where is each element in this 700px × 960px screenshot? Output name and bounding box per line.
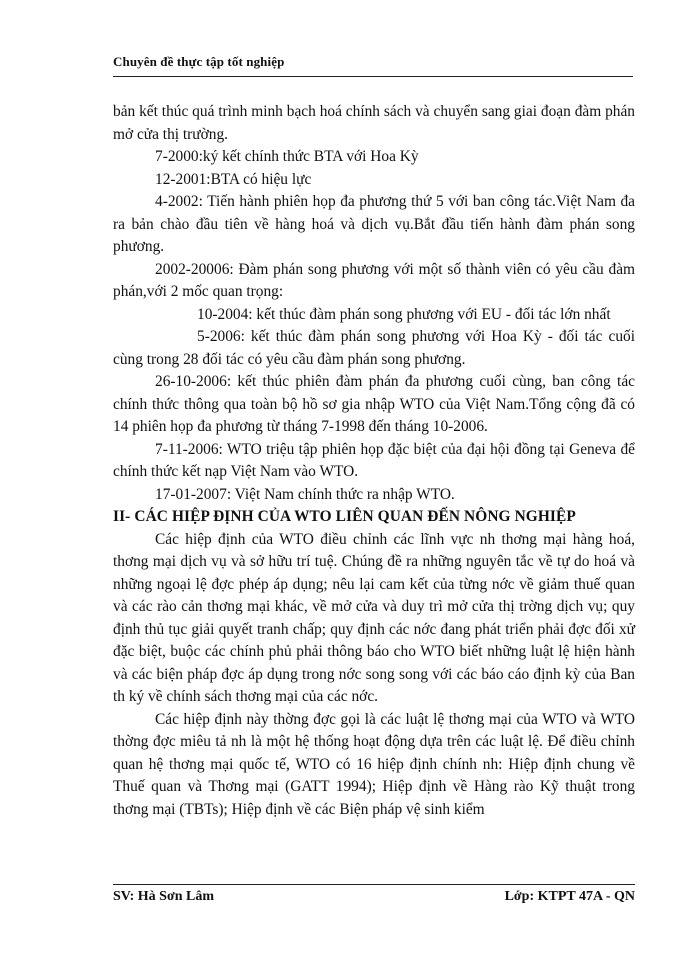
paragraph-12: Các hiệp định này thờng đợc gọi là các luật lệ thơng mại của WTO và WTO thờng đợc miêu tả nh là một hệ thống hoạt động dựa trên các luật lệ. Để điều chỉnh quan hệ thơng mại quốc tế, WTO có 16 hiệp định chính nh: Hiệp định chung về Thuế quan và Thơng mại (GATT 1994); Hiệp định về Hàng rào Kỹ thuật trong thơng mại (TBTs); Hiệp định về các Biện pháp vệ sinh kiểm [113, 710, 635, 818]
paragraph-11: Các hiệp định của WTO điều chỉnh các lĩnh vực nh thơng mại hàng hoá, thơng mại dịch vụ và sở hữu trí tuệ. Chúng đề ra những nguyên tắc về tự do hoá và những ngoại lệ đợc phép áp dụng; nêu lại cam kết của từng nớc về giảm thuế quan và các rào cản thơng mại khác, về mở cửa và duy trì mở cửa thị trờng dịch vụ; quy định thủ tục giải quyết tranh chấp; quy định các nớc đang phát triển phải đợc đối xử đặc biệt, buộc các chính phủ phải thông báo cho WTO biết những luật lệ hiện hành và các biện pháp đợc áp dụng trong nớc song song với các báo cáo định kỳ của Ban th ký về chính sách thơng mại của các nớc. [113, 530, 635, 705]
footer-class: Lớp: KTPT 47A - QN [504, 889, 635, 904]
paragraph-1: bản kết thúc quá trình minh bạch hoá chính sách và chuyển sang giai đoạn đàm phán mở cửa thị trường. [113, 103, 635, 143]
section-heading: II- CÁC HIỆP ĐỊNH CỦA WTO LIÊN QUAN ĐẾN NÔNG NGHIỆP [113, 508, 576, 525]
paragraph-3: 12-2001:BTA có hiệu lực [155, 170, 312, 188]
document-body [113, 101, 635, 821]
paragraph-9: 7-11-2006: WTO triệu tập phiên họp đặc biệt của đại hội đồng tại Geneva để chính thức kết nạp Việt Nam vào WTO. [113, 440, 635, 480]
paragraph-8: 26-10-2006: kết thúc phiên đàm phán đa phương cuối cùng, ban công tác chính thức thông qua toàn bộ hồ sơ gia nhập WTO của Việt Nam.Tổng cộng đã có 14 phiên họp đa phương từ tháng 7-1998 đến tháng 10-2006. [113, 373, 635, 435]
paragraph-2: 7-2000:ký kết chính thức BTA với Hoa Kỳ [155, 148, 419, 165]
page-footer [113, 884, 635, 909]
page-header [113, 52, 633, 77]
footer-student: SV: Hà Sơn Lâm [113, 889, 214, 904]
header-title: Chuyên đề thực tập tốt nghiệp [113, 54, 285, 69]
paragraph-6: 10-2004: kết thúc đàm phán song phương với EU - đối tác lớn nhất [197, 305, 611, 323]
paragraph-5: 2002-20006: Đàm phán song phương với một số thành viên có yêu cầu đàm phán,với 2 mốc quan trọng: [113, 260, 635, 300]
paragraph-7: 5-2006: kết thúc đàm phán song phương với Hoa Kỳ - đối tác cuối cùng trong 28 đối tác có yêu cầu đàm phán song phương. [113, 328, 635, 368]
paragraph-4: 4-2002: Tiến hành phiên họp đa phương thứ 5 với ban công tác.Việt Nam đa ra bản chào đầu tiên về hàng hoá và dịch vụ.Bắt đầu tiến hành đàm phán song phương. [113, 193, 635, 255]
paragraph-10: 17-01-2007: Việt Nam chính thức ra nhập WTO. [155, 485, 455, 503]
